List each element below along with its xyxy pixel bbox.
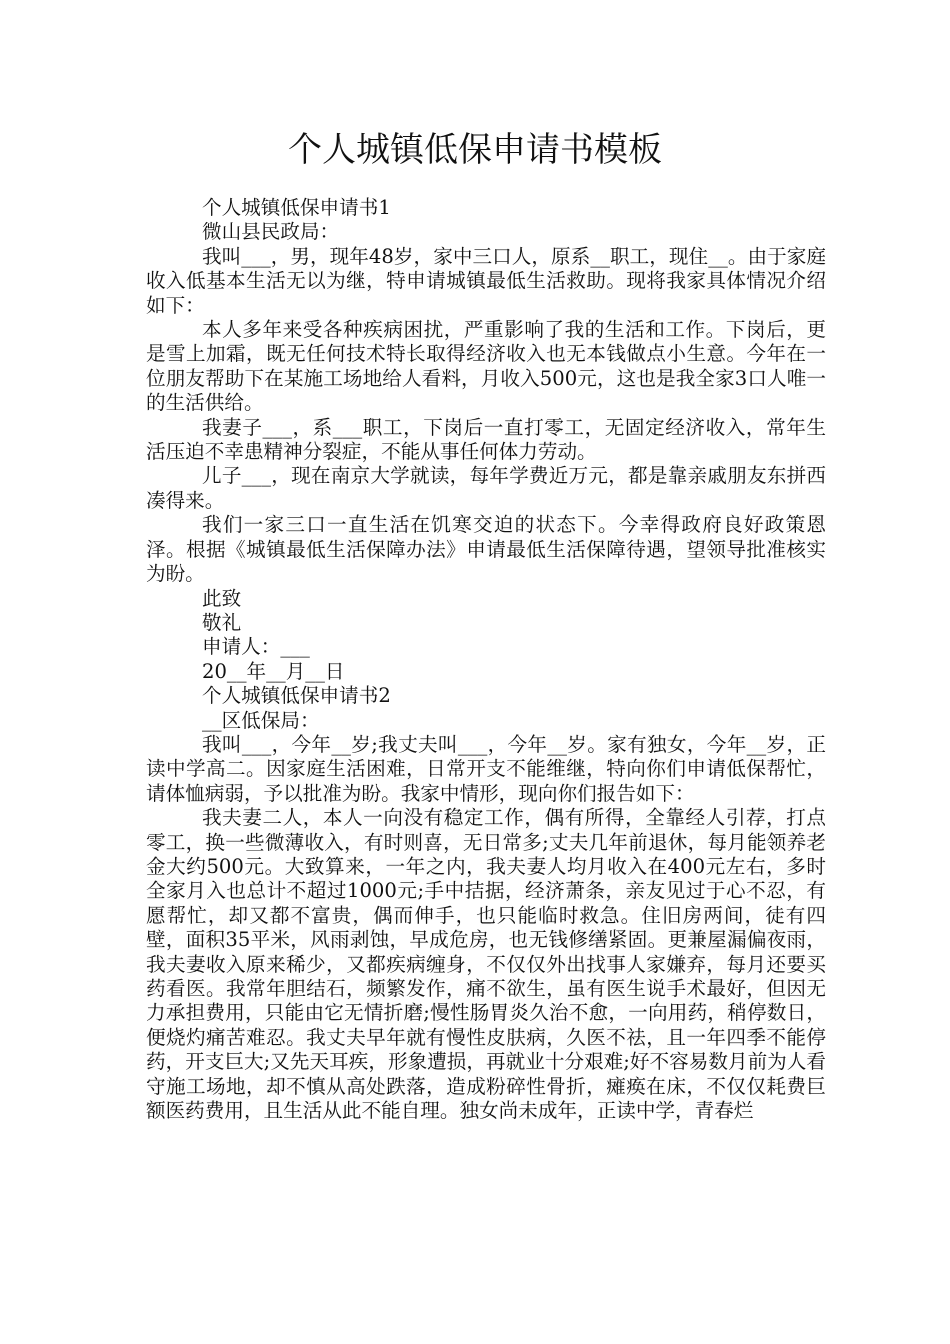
paragraph: 我叫___，今年__岁;我丈夫叫___，今年__岁。家有独女，今年__岁，正读中学高二。因家庭生活困难，日常开支不能维继，特向你们申请低保帮忙，请体恤病弱，予以批准为盼。我家中情形，现向你们报告如下： [146, 732, 826, 805]
paragraph: 个人城镇低保申请书1 [202, 196, 391, 219]
paragraph: 申请人：___ [202, 635, 310, 659]
document-title: 个人城镇低保申请书模板 [288, 130, 662, 170]
document-body [146, 196, 826, 1123]
paragraph: 个人城镇低保申请书2 [202, 684, 391, 708]
paragraph: 本人多年来受各种疾病困扰，严重影响了我的生活和工作。下岗后，更是雪上加霜，既无任何技术特长取得经济收入也无本钱做点小生意。今年在一位朋友帮助下在某施工场地给人看料，月收入500元，这也是我全家3口人唯一的生活供给。 [146, 318, 826, 415]
paragraph: 微山县民政局： [202, 220, 340, 244]
paragraph: 我们一家三口一直生活在饥寒交迫的状态下。今幸得政府良好政策恩泽。根据《城镇最低生活保障办法》申请最低生活保障待遇，望领导批准核实为盼。 [146, 513, 826, 586]
paragraph: 我妻子___，系___职工，下岗后一直打零工，无固定经济收入，常年生活压迫不幸患精神分裂症，不能从事任何体力劳动。 [146, 415, 826, 464]
paragraph: 儿子___，现在南京大学就读，每年学费近万元，都是靠亲戚朋友东拼西凑得来。 [146, 464, 826, 512]
paragraph: 我叫___，男，现年48岁，家中三口人，原系__职工，现住__。由于家庭收入低基本生活无以为继，特申请城镇最低生活救助。现将我家具体情况介绍如下： [146, 244, 826, 317]
paragraph: __区低保局： [202, 708, 320, 732]
paragraph: 此致 [202, 586, 242, 610]
paragraph: 20__年__月__日 [202, 659, 345, 683]
paragraph: 敬礼 [202, 610, 242, 634]
paragraph: 我夫妻二人，本人一向没有稳定工作，偶有所得，全靠经人引荐，打点零工，换一些微薄收入，有时则喜，无日常多;丈夫几年前退休，每月能领养老金大约500元。大致算来，一年之内，我夫妻人均月收入在400元左右，多时全家月入也总计不超过1000元;手中拮据，经济萧条，亲友见过于心不忍，有愿帮忙，却又都不富贵，偶而伸手，也只能临时救急。住旧房两间，徒有四壁，面积35平米，风雨剥蚀，早成危房，也无钱修缮紧固。更兼屋漏偏夜雨，我夫妻收入原来稀少，又都疾病缠身，不仅仅外出找事人家嫌弃，每月还要买药看医。我常年胆结石，频繁发作，痛不欲生，虽有医生说手术最好，但因无力承担费用，只能由它无情折磨;慢性肠胃炎久治不愈，一向用药，稍停数日，便烧灼痛苦难忍。我丈夫早年就有慢性皮肤病，久医不祛，且一年四季不能停药，开支巨大;又先天耳疾，形象遭损，再就业十分艰难;好不容易数月前为人看守施工场地，却不慎从高处跌落，造成粉碎性骨折，瘫痪在床，不仅仅耗费巨额医药费用，且生活从此不能自理。独女尚未成年，正读中学，青春烂 [146, 806, 826, 1123]
